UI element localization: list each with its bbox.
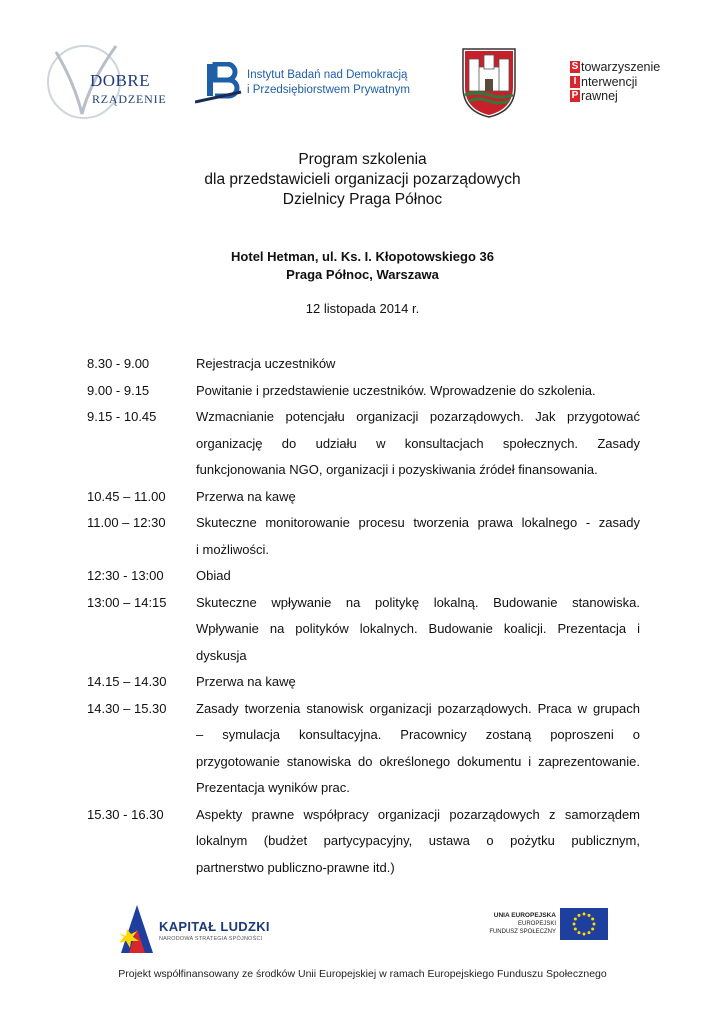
schedule-description-line: Aspekty prawne współpracy organizacji pozarządowych z samorządem — [196, 806, 640, 822]
venue-line2: Praga Północ, Warszawa — [286, 267, 439, 282]
sip-logo — [570, 60, 700, 116]
venue-line1: Hotel Hetman, ul. Ks. I. Kłopotowskiego 36 — [231, 249, 494, 264]
schedule-row — [87, 696, 640, 802]
schedule-description-line: Rejestracja uczestników — [196, 356, 336, 371]
kapital-ludzki-logo — [117, 903, 277, 955]
dobre-line2: RZĄDZENIE — [92, 92, 167, 106]
eu-line1: UNIA EUROPEJSKA — [493, 912, 556, 919]
title-line3: Dzielnicy Praga Północ — [282, 191, 443, 208]
sip-row — [570, 89, 700, 104]
schedule-row — [87, 669, 640, 696]
eu-star-icon — [591, 918, 594, 921]
eu-text — [489, 912, 556, 936]
schedule-row — [87, 563, 640, 590]
eu-star-icon — [573, 923, 576, 926]
schedule-time: 13:00 – 14:15 — [87, 594, 167, 610]
eu-star-icon — [588, 931, 591, 934]
ibd-logo — [195, 62, 420, 106]
schedule-time: 9.00 - 9.15 — [87, 382, 150, 398]
eu-line3: FUNDUSZ SPOŁECZNY — [489, 929, 556, 935]
schedule-description — [196, 510, 640, 563]
ibd-text — [247, 68, 410, 98]
eu-star-icon — [578, 914, 581, 917]
dobre-line1: DOBRE — [90, 71, 151, 90]
title-line2: dla przedstawicieli organizacji pozarządowych — [204, 171, 521, 188]
schedule-time: 15.30 - 16.30 — [87, 806, 164, 822]
eu-star-icon — [588, 914, 591, 917]
dobre-rzadzenie-logo — [44, 42, 167, 122]
schedule-description-line: lokalnym (budżet partycypacyjny, ustawa o pożytku publicznym, — [196, 833, 640, 848]
schedule-time: 10.45 – 11.00 — [87, 488, 166, 504]
schedule-description-line: Wpływanie na polityków lokalnych. Budowanie koalicji. Prezentacja i — [196, 621, 640, 636]
eu-star-icon — [583, 933, 586, 936]
eu-star-icon — [574, 918, 577, 921]
schedule-row — [87, 351, 640, 378]
schedule-description-line: Przerwa na kawę — [196, 674, 296, 689]
kl-subtitle: NARODOWA STRATEGIA SPÓJNOŚCI — [159, 936, 263, 942]
schedule-description — [196, 351, 640, 378]
schedule-description-line: Skuteczne monitorowanie procesu tworzenia prawa lokalnego - zasady — [196, 515, 640, 530]
schedule-row — [87, 484, 640, 511]
schedule-description — [196, 802, 640, 882]
sip-rest: rawnej — [581, 89, 618, 103]
schedule-time: 14.30 – 15.30 — [87, 700, 167, 716]
schedule-row — [87, 590, 640, 670]
eu-star-icon — [578, 931, 581, 934]
sip-cap: I — [570, 76, 580, 88]
schedule-description — [196, 404, 640, 484]
schedule-description — [196, 484, 640, 511]
schedule-time: 14.15 – 14.30 — [87, 674, 167, 689]
eu-line2: EUROPEJSKI — [517, 921, 556, 927]
sip-cap: S — [571, 61, 579, 73]
schedule-description-line: Skuteczne wpływanie na politykę lokalną. Budowanie stanowiska. — [196, 594, 640, 610]
schedule-time: 12:30 - 13:00 — [87, 568, 164, 583]
eu-star-icon — [591, 928, 594, 931]
eu-logo — [486, 908, 608, 944]
schedule-list — [87, 351, 640, 881]
eu-star-icon — [583, 913, 586, 916]
ibd-line1: Instytut Badań nad Demokracją — [247, 69, 408, 81]
schedule-description-line: dyskusja — [196, 647, 247, 663]
schedule-row — [87, 404, 640, 484]
schedule-time: 9.15 - 10.45 — [87, 409, 157, 424]
schedule-description-line: Wzmacnianie potencjału organizacji pozarządowych. Jak przygotować — [196, 409, 640, 424]
schedule-time: 8.30 - 9.00 — [87, 356, 150, 371]
eu-star-icon — [593, 923, 596, 926]
sip-row — [570, 60, 700, 75]
schedule-description-line: partnerstwo publiczno-prawne itd.) — [196, 859, 395, 875]
sip-row — [570, 75, 700, 90]
ibd-line2: i Przedsiębiorstwem Prywatnym — [247, 84, 410, 96]
ibd-emblem — [195, 62, 245, 106]
schedule-description-line: przygotowanie stanowiska do określonego dokumentu i zaprezentowanie. — [196, 753, 640, 769]
sip-cap: P — [571, 90, 579, 102]
schedule-description-line: organizację do udziału w konsultacjach społecznych. Zasady — [196, 435, 640, 451]
eu-star-icon — [574, 928, 577, 931]
schedule-row — [87, 802, 640, 882]
schedule-description — [196, 590, 640, 670]
venue — [0, 248, 725, 284]
footer-note: Projekt współfinansowany ze środków Unii Europejskiej w ramach Europejskiego Funduszu Społecznego — [118, 968, 607, 980]
schedule-description — [196, 563, 640, 590]
schedule-row — [87, 378, 640, 405]
kl-title: KAPITAŁ LUDZKI — [159, 919, 270, 934]
schedule-description-line: – symulacja konsultacyjna. Pracownicy zostaną poproszeni o — [196, 727, 640, 742]
schedule-description-line: Przerwa na kawę — [196, 488, 296, 504]
kapital-ludzki-emblem — [117, 903, 157, 955]
schedule-description-line: funkcjonowania NGO, organizacji i pozyskiwania źródeł finansowania. — [196, 462, 598, 477]
schedule-description-line: i możliwości. — [196, 541, 269, 557]
event-date: 12 listopada 2014 r. — [305, 301, 420, 316]
schedule-description — [196, 669, 640, 696]
sip-rest: nterwencji — [581, 74, 638, 89]
schedule-description-line: Prezentacja wyników prac. — [196, 780, 350, 795]
schedule-description-line: Powitanie i przedstawienie uczestników. Wprowadzenie do szkolenia. — [196, 382, 596, 398]
sip-rest: towarzyszenie — [581, 60, 661, 74]
schedule-description-line: Zasady tworzenia stanowisk organizacji pozarządowych. Praca w grupach — [196, 700, 640, 716]
eu-flag-icon — [560, 908, 608, 940]
praga-crest-icon — [461, 47, 517, 119]
schedule-description — [196, 378, 640, 405]
schedule-time: 11.00 – 12:30 — [87, 515, 166, 530]
schedule-row — [87, 510, 640, 563]
schedule-description-line: Obiad — [196, 568, 231, 583]
dobre-rzadzenie-text — [90, 72, 167, 108]
title-line1: Program szkolenia — [298, 151, 427, 168]
document-title — [0, 150, 725, 210]
schedule-description — [196, 696, 640, 802]
